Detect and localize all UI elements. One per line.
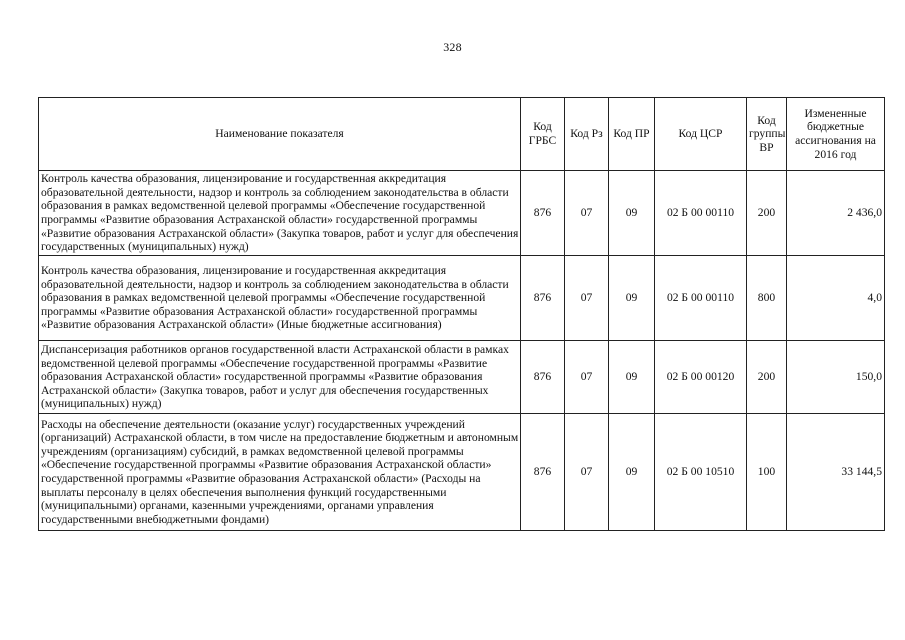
row-pr: 09: [609, 171, 655, 256]
row-rz: 07: [565, 414, 609, 531]
header-pr: Код ПР: [609, 98, 655, 171]
row-vr: 200: [747, 171, 787, 256]
row-pr: 09: [609, 256, 655, 341]
row-csr: 02 Б 00 00110: [655, 171, 747, 256]
header-amount: Измененные бюджетные ассигнования на 2016 год: [787, 98, 885, 171]
row-csr: 02 Б 00 00120: [655, 341, 747, 414]
header-name: Наименование показателя: [39, 98, 521, 171]
header-vr: Код группы ВР: [747, 98, 787, 171]
page-number: 328: [443, 40, 462, 54]
table-row: [39, 256, 885, 341]
row-rz: 07: [565, 341, 609, 414]
row-name: Контроль качества образования, лицензирование и государственная аккредитация образовательной деятельности, надзор и контроль за соблюдением законодательства в области образования в рамках ведомственной целевой программы «Обеспечение государственной программы «Развитие образования Астраханской области» государственной программы «Развитие образования Астраханской области» (Закупка товаров, работ и услуг для обеспечения государственных (муниципальных) нужд): [39, 171, 521, 256]
row-amount: 4,0: [787, 256, 885, 341]
row-pr: 09: [609, 341, 655, 414]
row-amount: 33 144,5: [787, 414, 885, 531]
row-csr: 02 Б 00 00110: [655, 256, 747, 341]
row-grbs: 876: [521, 171, 565, 256]
header-grbs: Код ГРБС: [521, 98, 565, 171]
row-name: Расходы на обеспечение деятельности (оказание услуг) государственных учреждений (организаций) Астраханской области, в том числе на предоставление бюджетным и автономным учреждениям (организациям) субсидий, в рамках ведомственной целевой программы «Обеспечение государственной программы «Развитие образования Астраханской области» государственной программы «Развитие образования Астраханской области» (Расходы на выплаты персоналу в целях обеспечения выполнения функций государственными (муниципальными) органами, казенными учреждениями, органами управления государственными внебюджетными фондами): [39, 414, 521, 531]
row-csr: 02 Б 00 10510: [655, 414, 747, 531]
row-grbs: 876: [521, 341, 565, 414]
table-row: [39, 341, 885, 414]
row-name: Диспансеризация работников органов государственной власти Астраханской области в рамках ведомственной целевой программы «Обеспечение государственной программы «Развитие образования Астраханской области» государственной программы «Развитие образования Астраханской области» (Закупка товаров, работ и услуг для обеспечения государственных (муниципальных) нужд): [39, 341, 521, 414]
row-rz: 07: [565, 256, 609, 341]
row-vr: 800: [747, 256, 787, 341]
header-csr: Код ЦСР: [655, 98, 747, 171]
table-row: [39, 414, 885, 531]
row-amount: 150,0: [787, 341, 885, 414]
row-vr: 100: [747, 414, 787, 531]
row-vr: 200: [747, 341, 787, 414]
budget-table: [38, 97, 885, 531]
header-rz: Код Рз: [565, 98, 609, 171]
row-amount: 2 436,0: [787, 171, 885, 256]
table-header-row: [39, 98, 885, 171]
row-rz: 07: [565, 171, 609, 256]
row-name: Контроль качества образования, лицензирование и государственная аккредитация образовательной деятельности, надзор и контроль за соблюдением законодательства в области образования в рамках ведомственной целевой программы «Обеспечение государственной программы «Развитие образования Астраханской области» государственной программы «Развитие образования Астраханской области» (Иные бюджетные ассигнования): [39, 256, 521, 341]
row-grbs: 876: [521, 256, 565, 341]
row-grbs: 876: [521, 414, 565, 531]
row-pr: 09: [609, 414, 655, 531]
table-row: [39, 171, 885, 256]
